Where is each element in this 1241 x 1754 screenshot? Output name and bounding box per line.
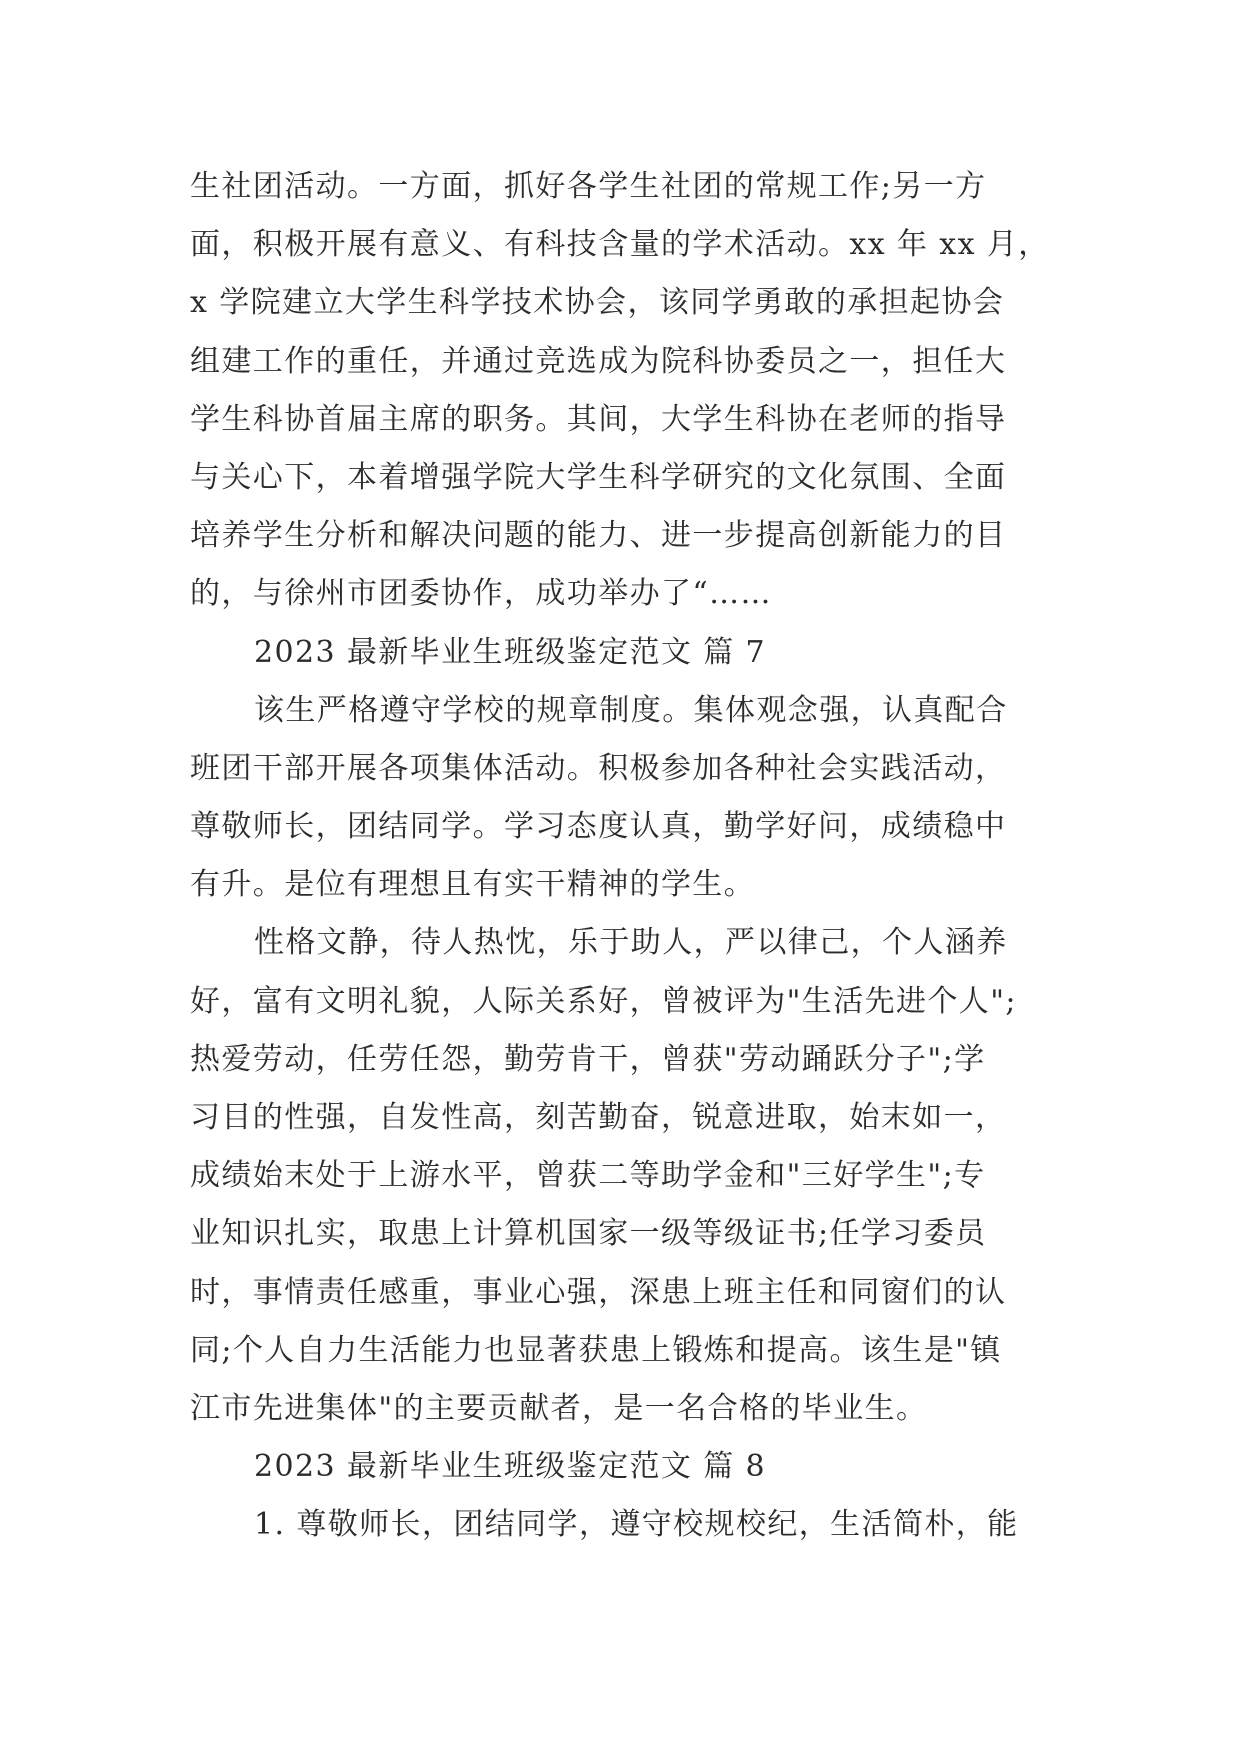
paragraph-first-line: 该生严格遵守学校的规章制度。集体观念强，认真配合	[254, 692, 1008, 728]
text-line: 成绩始末处于上游水平，曾获二等助学金和"三好学生";专	[190, 1158, 986, 1194]
section-heading-7: 2023 最新毕业生班级鉴定范文 篇 7	[254, 634, 767, 670]
text-line: 生社团活动。一方面，抓好各学生社团的常规工作;另一方	[190, 169, 987, 204]
text-line: 有升。是位有理想且有实干精神的学生。	[190, 867, 756, 903]
text-line: 学生科协首届主席的职务。其间，大学生科协在老师的指导	[190, 401, 1007, 437]
text-line: 同;个人自力生活能力也显著获患上锻炼和提高。该生是"镇	[190, 1332, 1002, 1368]
paragraph-first-line: 性格文静，待人热忱，乐于助人，严以律己，个人涵养	[254, 925, 1008, 961]
paragraph-first-line: 1. 尊敬师长，团结同学，遵守校规校纪，生活简朴，能	[254, 1507, 1019, 1543]
text-line: 与关心下，本着增强学院大学生科学研究的文化氛围、全面	[190, 459, 1007, 495]
text-line: 热爱劳动，任劳任怨，勤劳肯干，曾获"劳动踊跃分子";学	[190, 1041, 986, 1077]
text-line: 好，富有文明礼貌，人际关系好，曾被评为"生活先进个人";	[190, 983, 1017, 1019]
text-line: 班团干部开展各项集体活动。积极参加各种社会实践活动，	[190, 750, 1007, 786]
text-line: 组建工作的重任，并通过竞选成为院科协委员之一，担任大	[190, 343, 1007, 379]
text-line: 时，事情责任感重，事业心强，深患上班主任和同窗们的认	[190, 1274, 1007, 1310]
document-body	[190, 158, 1070, 1555]
text-line: 面，积极开展有意义、有科技含量的学术活动。xx 年 xx 月，	[190, 227, 1050, 263]
text-line: 培养学生分析和解决问题的能力、进一步提高创新能力的目	[190, 518, 1007, 554]
text-line: 的，与徐州市团委协作，成功举办了“……	[190, 576, 772, 612]
text-line: 江市先进集体"的主要贡献者，是一名合格的毕业生。	[190, 1390, 928, 1426]
text-line: 尊敬师长，团结同学。学习态度认真，勤学好问，成绩稳中	[190, 809, 1007, 845]
section-heading-8: 2023 最新毕业生班级鉴定范文 篇 8	[254, 1449, 767, 1485]
text-line: x 学院建立大学生科学技术协会，该同学勇敢的承担起协会	[190, 285, 1005, 321]
text-line: 习目的性强，自发性高，刻苦勤奋，锐意进取，始末如一，	[190, 1100, 1007, 1135]
text-line: 业知识扎实，取患上计算机国家一级等级证书;任学习委员	[190, 1216, 987, 1252]
